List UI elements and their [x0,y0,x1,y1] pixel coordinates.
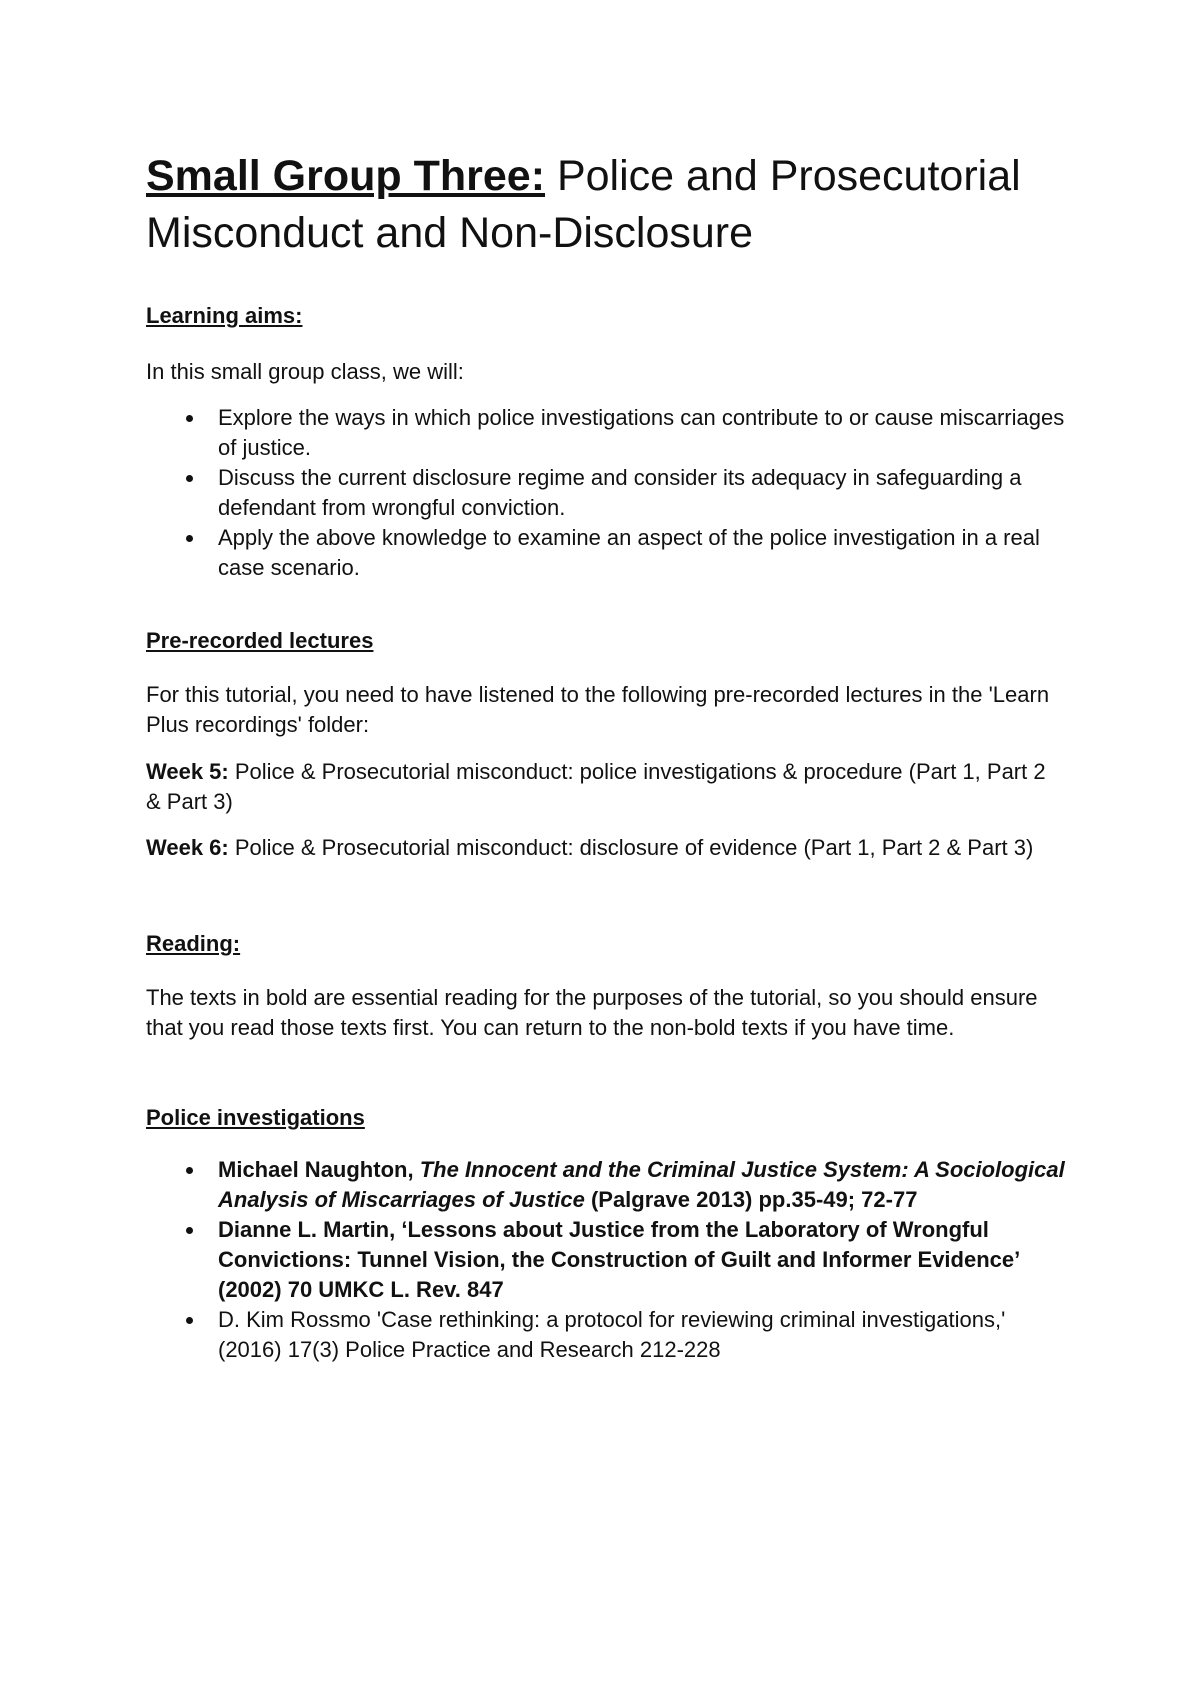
list-item: Apply the above knowledge to examine an aspect of the police investigation in a real case scenario. [146,523,1066,583]
list-item: Discuss the current disclosure regime and consider its adequacy in safeguarding a defendant from wrongful conviction. [146,463,1066,523]
naughton-title: The Innocent and the Criminal Justice System: A Sociological Analysis of Miscarriages of Justice [218,1157,1065,1212]
naughton-author: Michael Naughton, [218,1157,420,1182]
list-item: D. Kim Rossmo 'Case rethinking: a protocol for reviewing criminal investigations,' (2016) 17(3) Police Practice and Research 212-228 [146,1305,1066,1365]
reading-heading: Reading: [146,931,241,956]
learning-aims-list [146,403,1066,583]
naughton-details: (Palgrave 2013) pp.35-49; 72-77 [584,1187,918,1212]
learning-aims-intro: In this small group class, we will: [146,359,464,384]
title-rest: Police and Prosecutorial Misconduct and Non-Disclosure [146,152,1021,257]
list-item: Dianne L. Martin, ‘Lessons about Justice from the Laboratory of Wrongful Convictions: Tunnel Vision, the Construction of Guilt and Informer Evidence’ (2002) 70 UMKC L. Rev. 847 [146,1215,1066,1305]
week-5-text: Police & Prosecutorial misconduct: police investigations & procedure (Part 1, Part 2 & Part 3) [146,759,1046,814]
learning-aims-heading: Learning aims: [146,303,303,328]
police-investigations-heading: Police investigations [146,1105,365,1130]
list-item: Explore the ways in which police investigations can contribute to or cause miscarriages of justice. [146,403,1066,463]
week-5-label: Week 5: [146,759,229,784]
week-6-text: Police & Prosecutorial misconduct: disclosure of evidence (Part 1, Part 2 & Part 3) [228,835,1034,860]
lectures-heading: Pre-recorded lectures [146,628,374,653]
reading-list [146,1155,1066,1365]
week-6-entry [146,833,1066,863]
week-6-label: Week 6: [146,835,229,860]
page-title [146,148,1066,262]
title-lead: Small Group Three: [146,152,546,200]
week-5-entry [146,757,1066,817]
document-content [146,148,1066,1365]
list-item [146,1155,1066,1215]
lectures-intro: For this tutorial, you need to have listened to the following pre-recorded lectures in the 'Learn Plus recordings' folder: [146,682,1050,737]
reading-text: The texts in bold are essential reading for the purposes of the tutorial, so you should ensure that you read those texts first. You can return to the non-bold texts if you have time. [146,985,1038,1040]
